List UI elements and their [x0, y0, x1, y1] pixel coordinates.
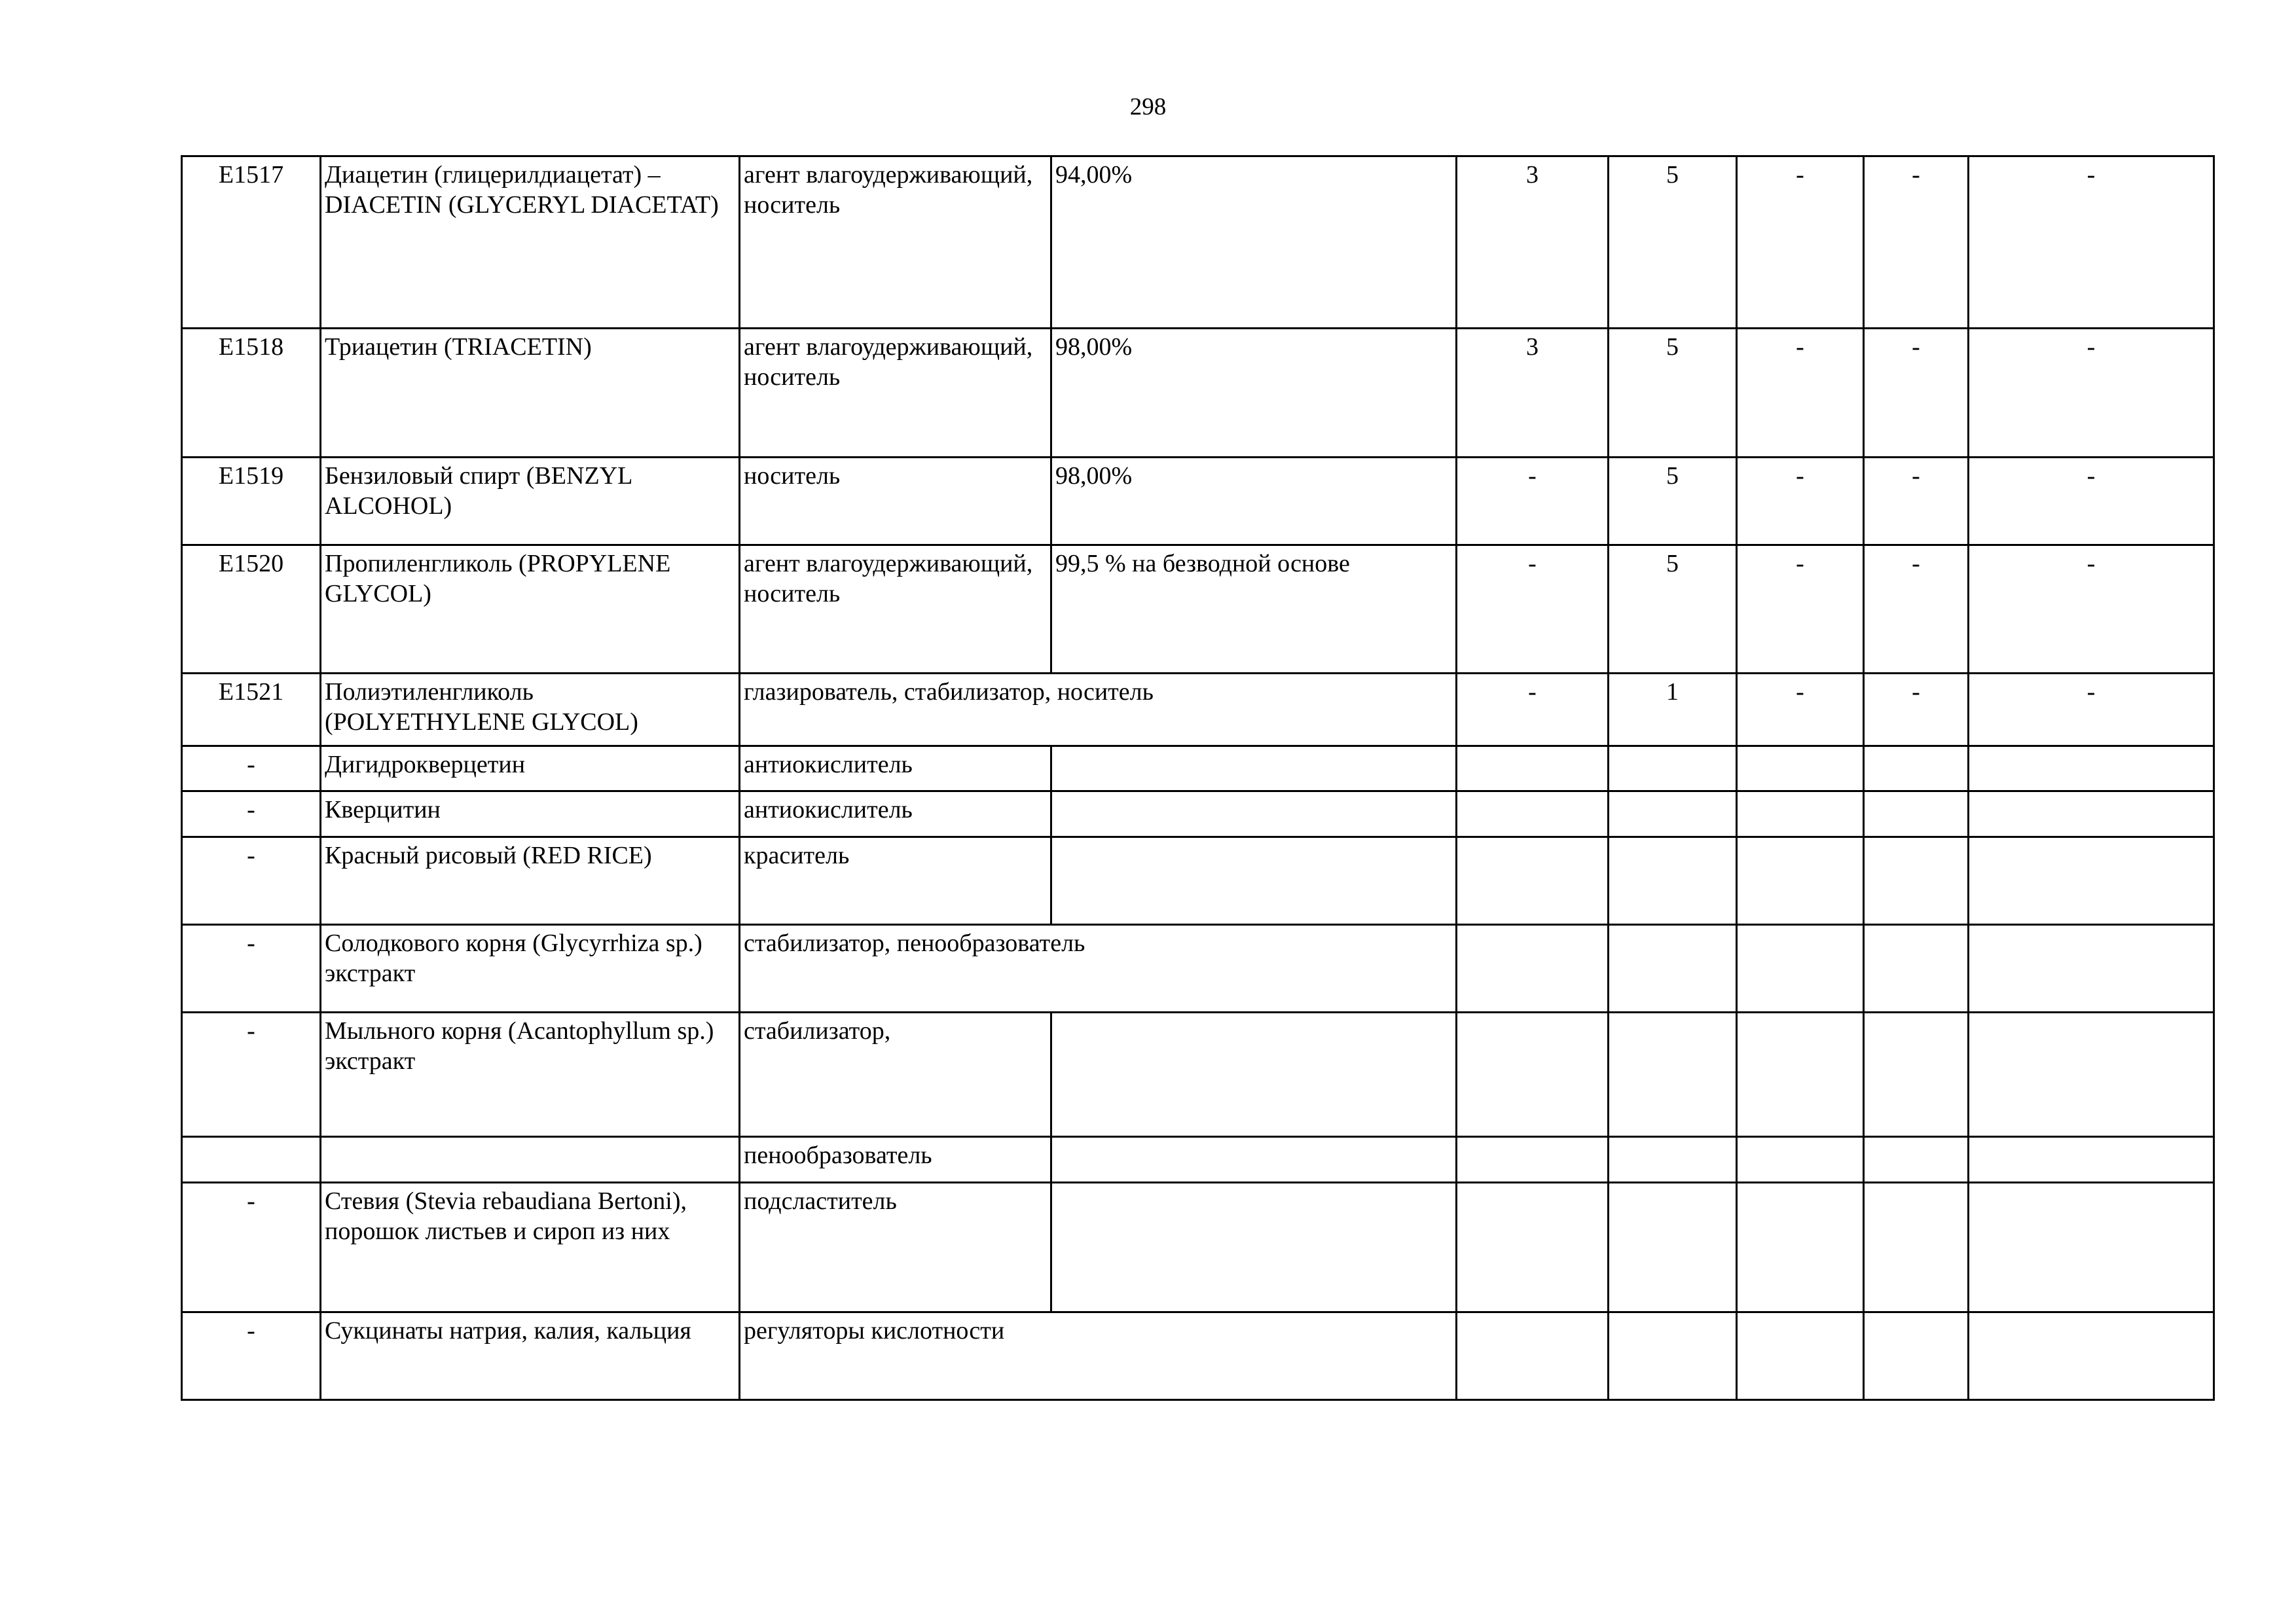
value-cell: -: [1864, 156, 1969, 329]
value-cell: [1609, 1013, 1737, 1137]
value-cell: -: [1864, 545, 1969, 674]
table-row: [182, 458, 2214, 545]
function-cell: агент влагоудерживающий, носитель: [740, 156, 1051, 329]
function-cell: носитель: [740, 458, 1051, 545]
name-cell: Бензиловый спирт (BENZYL ALCOHOL): [321, 458, 740, 545]
value-cell: [1864, 1013, 1969, 1137]
value-cell: -: [1969, 674, 2214, 746]
name-cell: Красный рисовый (RED RICE): [321, 837, 740, 925]
value-cell: -: [1737, 545, 1864, 674]
value-cell: -: [1969, 329, 2214, 458]
function-cell: агент влагоудерживающий, носитель: [740, 329, 1051, 458]
value-cell: [1737, 1013, 1864, 1137]
function-cell: антиокислитель: [740, 746, 1051, 791]
value-cell: [1457, 791, 1609, 837]
name-cell: Стевия (Stevia rebaudiana Bertoni), порошок листьев и сироп из них: [321, 1183, 740, 1312]
value-cell: [1864, 1312, 1969, 1400]
function-cell: подсластитель: [740, 1183, 1051, 1312]
function-cell: глазирователь, стабилизатор, носитель: [740, 674, 1457, 746]
table-row: [182, 791, 2214, 837]
function-cell: агент влагоудерживающий, носитель: [740, 545, 1051, 674]
value-cell: [1969, 1183, 2214, 1312]
code-cell: -: [182, 1183, 321, 1312]
page-number: 298: [1129, 94, 1167, 120]
name-cell: Солодкового корня (Glycyrrhiza sp.) экстракт: [321, 925, 740, 1013]
function-cell: стабилизатор, пенообразователь: [740, 925, 1457, 1013]
additives-table: [181, 155, 2215, 1401]
name-cell: Пропиленгликоль (PROPYLENE GLYCOL): [321, 545, 740, 674]
value-cell: [1457, 746, 1609, 791]
table-row: [182, 925, 2214, 1013]
value-cell: [1969, 837, 2214, 925]
table-row: [182, 746, 2214, 791]
value-cell: -: [1737, 329, 1864, 458]
value-cell: 5: [1609, 545, 1737, 674]
name-cell: Дигидрокверцетин: [321, 746, 740, 791]
value-cell: [1737, 1312, 1864, 1400]
value-cell: [1457, 1137, 1609, 1183]
value-cell: [1737, 791, 1864, 837]
table-row: [182, 1137, 2214, 1183]
code-cell: -: [182, 746, 321, 791]
table-row: [182, 837, 2214, 925]
value-cell: [1864, 837, 1969, 925]
value-cell: -: [1969, 458, 2214, 545]
purity-cell: [1051, 1137, 1457, 1183]
name-cell: Триацетин (TRIACETIN): [321, 329, 740, 458]
value-cell: -: [1737, 674, 1864, 746]
code-cell: E1520: [182, 545, 321, 674]
value-cell: [1969, 1312, 2214, 1400]
value-cell: -: [1737, 156, 1864, 329]
purity-cell: [1051, 1183, 1457, 1312]
function-cell: краситель: [740, 837, 1051, 925]
value-cell: [1609, 1137, 1737, 1183]
value-cell: -: [1864, 458, 1969, 545]
value-cell: [1609, 746, 1737, 791]
purity-cell: [1051, 1013, 1457, 1137]
value-cell: -: [1457, 545, 1609, 674]
value-cell: -: [1457, 674, 1609, 746]
function-cell: стабилизатор,: [740, 1013, 1051, 1137]
value-cell: [1609, 1312, 1737, 1400]
value-cell: 1: [1609, 674, 1737, 746]
value-cell: -: [1864, 674, 1969, 746]
code-cell: -: [182, 837, 321, 925]
code-cell: E1517: [182, 156, 321, 329]
table-row: [182, 545, 2214, 674]
table-row: [182, 329, 2214, 458]
value-cell: [1457, 1013, 1609, 1137]
value-cell: 5: [1609, 458, 1737, 545]
code-cell: [182, 1137, 321, 1183]
value-cell: -: [1969, 545, 2214, 674]
code-cell: E1521: [182, 674, 321, 746]
value-cell: [1864, 746, 1969, 791]
value-cell: 3: [1457, 329, 1609, 458]
function-cell: пенообразователь: [740, 1137, 1051, 1183]
value-cell: -: [1737, 458, 1864, 545]
value-cell: [1864, 1183, 1969, 1312]
value-cell: [1457, 1312, 1609, 1400]
value-cell: -: [1457, 458, 1609, 545]
purity-cell: 98,00%: [1051, 458, 1457, 545]
value-cell: 5: [1609, 329, 1737, 458]
name-cell: [321, 1137, 740, 1183]
value-cell: [1969, 746, 2214, 791]
purity-cell: [1051, 746, 1457, 791]
value-cell: -: [1864, 329, 1969, 458]
code-cell: E1519: [182, 458, 321, 545]
value-cell: [1969, 1013, 2214, 1137]
purity-cell: 99,5 % на безводной основе: [1051, 545, 1457, 674]
function-cell: антиокислитель: [740, 791, 1051, 837]
code-cell: E1518: [182, 329, 321, 458]
value-cell: 3: [1457, 156, 1609, 329]
table-row: [182, 674, 2214, 746]
value-cell: [1457, 1183, 1609, 1312]
value-cell: [1609, 1183, 1737, 1312]
purity-cell: [1051, 791, 1457, 837]
code-cell: -: [182, 925, 321, 1013]
value-cell: [1864, 791, 1969, 837]
value-cell: 5: [1609, 156, 1737, 329]
table-row: [182, 1312, 2214, 1400]
name-cell: Мыльного корня (Acantophyllum sp.) экстракт: [321, 1013, 740, 1137]
name-cell: Полиэтиленгликоль (POLYETHYLENE GLYCOL): [321, 674, 740, 746]
code-cell: -: [182, 791, 321, 837]
purity-cell: [1051, 837, 1457, 925]
name-cell: Сукцинаты натрия, калия, кальция: [321, 1312, 740, 1400]
table-row: [182, 1183, 2214, 1312]
value-cell: [1457, 837, 1609, 925]
name-cell: Кверцитин: [321, 791, 740, 837]
code-cell: -: [182, 1312, 321, 1400]
value-cell: [1969, 1137, 2214, 1183]
table-row: [182, 1013, 2214, 1137]
code-cell: -: [182, 1013, 321, 1137]
function-cell: регуляторы кислотности: [740, 1312, 1457, 1400]
purity-cell: 94,00%: [1051, 156, 1457, 329]
value-cell: [1864, 1137, 1969, 1183]
value-cell: [1737, 746, 1864, 791]
value-cell: [1609, 837, 1737, 925]
value-cell: [1969, 791, 2214, 837]
value-cell: [1457, 925, 1609, 1013]
value-cell: [1609, 791, 1737, 837]
name-cell: Диацетин (глицерилдиацетат) – DIACETIN (GLYCERYL DIACETAT): [321, 156, 740, 329]
value-cell: [1737, 925, 1864, 1013]
purity-cell: 98,00%: [1051, 329, 1457, 458]
value-cell: [1737, 1183, 1864, 1312]
table-row: [182, 156, 2214, 329]
value-cell: [1737, 1137, 1864, 1183]
value-cell: -: [1969, 156, 2214, 329]
value-cell: [1864, 925, 1969, 1013]
value-cell: [1969, 925, 2214, 1013]
value-cell: [1737, 837, 1864, 925]
value-cell: [1609, 925, 1737, 1013]
